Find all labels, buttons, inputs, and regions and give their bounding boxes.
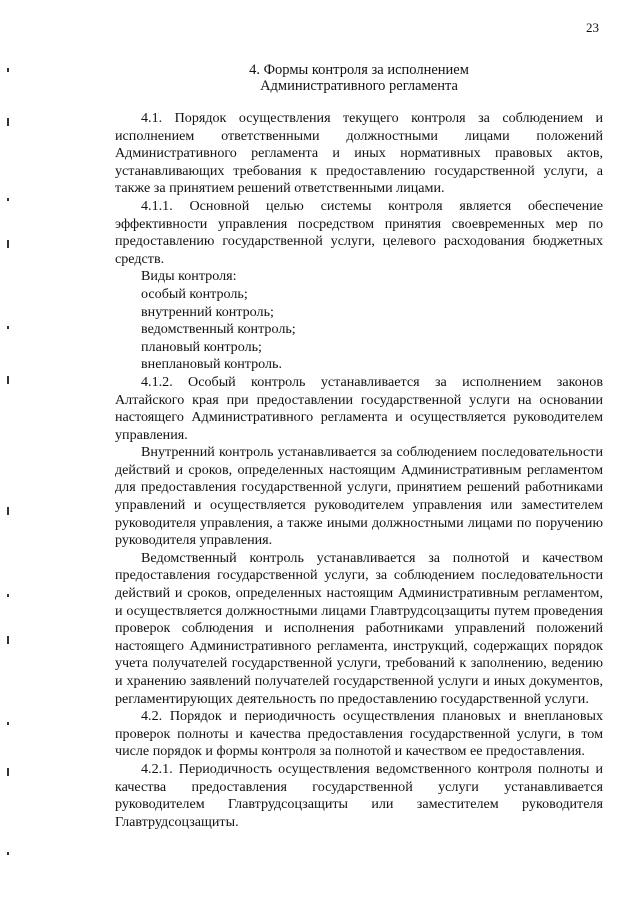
paragraph-4-1-1: 4.1.1. Основной целью системы контроля является обеспечение эффективности управления посредством принятия своевременных мер по предоставлению государственной услуги, целевого расходования бюджетных средств. (115, 197, 603, 267)
scan-mark (7, 326, 9, 329)
paragraph-departmental-control: Ведомственный контроль устанавливается за полнотой и качеством предоставления государственной услуги, за соблюдением последовательности действий и сроков, определенных настоящим Административным регламентом, и осуществляется должностными лицами Главтрудсоцзащиты путем проведения проверок соблюдения и исполнения работниками управлений положений настоящего Административного регламента, инструкций, содержащих порядок учета получателей государственной услуги, требований к заполнению, ведению и хранению заявлений получателей государственной услуги и иных документов, регламентирующих деятельность по предоставлению государственной услуги. (115, 549, 603, 707)
control-type-item: внеплановый контроль. (141, 356, 283, 373)
scan-mark (7, 68, 9, 72)
scan-mark (7, 507, 9, 515)
control-type-item: плановый контроль; (141, 338, 262, 355)
scan-mark (7, 594, 9, 597)
page-number: 23 (586, 20, 599, 35)
scan-mark (7, 722, 9, 725)
control-type-item: внутренний контроль; (141, 303, 274, 320)
body-text (115, 110, 603, 831)
control-types-heading: Виды контроля: (141, 268, 237, 285)
paragraph-internal-control: Внутренний контроль устанавливается за соблюдением последовательности действий и сроков, определенных настоящим Административным регламентом для предоставления государственной услуги, принятием решений работниками управлений и осуществляется руководителем управления или заместителем руководителя управления, а также иными должностными лицами по поручению руководителя управления. (115, 444, 603, 549)
section-heading-line-1: 4. Формы контроля за исполнением (249, 62, 469, 78)
scan-mark (7, 376, 9, 384)
control-type-item: особый контроль; (141, 285, 248, 302)
paragraph-4-1-2: 4.1.2. Особый контроль устанавливается за исполнением законов Алтайского края при предоставлении государственной услуги на основании настоящего Административного регламента и осуществляется руководителем управления. (115, 373, 603, 443)
section-heading-line-2: Административного регламента (260, 78, 458, 94)
scan-mark (7, 768, 9, 776)
scan-mark (7, 118, 9, 126)
scan-mark (7, 240, 9, 248)
scan-mark (7, 852, 9, 855)
scan-mark (7, 198, 9, 201)
section-heading (0, 62, 640, 94)
paragraph-4-2-1: 4.2.1. Периодичность осуществления ведомственного контроля полноты и качества предоставления государственной услуги устанавливается руководителем Главтрудсоцзащиты или заместителем руководителя Главтрудсоцзащиты. (115, 760, 603, 830)
paragraph-4-1: 4.1. Порядок осуществления текущего контроля за соблюдением и исполнением ответственными должностными лицами положений Административного регламента и иных нормативных правовых актов, устанавливающих требования к предоставлению государственной услуги, а также за принятием решений ответственными лицами. (115, 110, 603, 197)
paragraph-4-2: 4.2. Порядок и периодичность осуществления плановых и внеплановых проверок полноты и качества предоставления государственной услуги, в том числе порядок и формы контроля за полнотой и качеством ее предоставления. (115, 708, 603, 760)
scan-mark (7, 636, 9, 644)
control-type-item: ведомственный контроль; (141, 321, 296, 338)
